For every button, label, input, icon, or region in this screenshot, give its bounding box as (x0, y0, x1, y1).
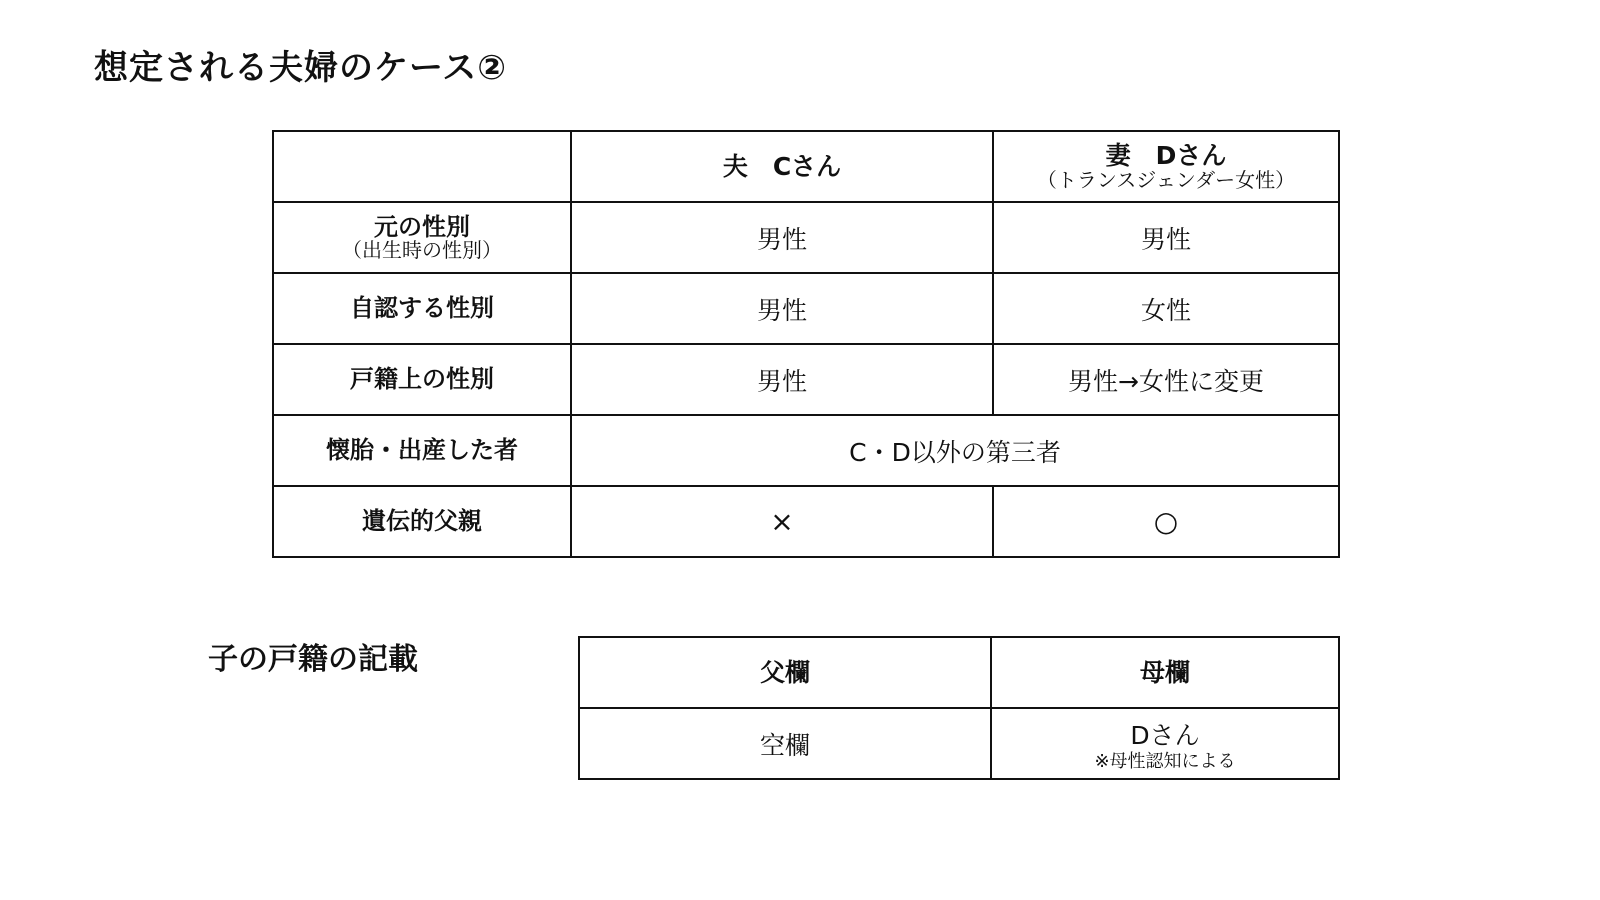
registry-mother-cell (991, 708, 1339, 779)
header-husband (571, 131, 993, 202)
cell-wife-original-sex: 男性 (993, 202, 1339, 273)
cell-husband-self-identified-sex: 男性 (571, 273, 993, 344)
table-row (273, 273, 1339, 344)
cell-husband-registry-sex: 男性 (571, 344, 993, 415)
cell-husband-original-sex: 男性 (571, 202, 993, 273)
header-wife-note: （トランスジェンダー女性） (1036, 167, 1296, 192)
registry-value-row (579, 708, 1339, 779)
registry-mother-header: 母欄 (991, 637, 1339, 708)
row-label-note: （出生時の性別） (342, 238, 502, 263)
header-wife (993, 131, 1339, 202)
registry-section-title: 子の戸籍の記載 (208, 642, 418, 677)
registry-father-value: 空欄 (579, 708, 991, 779)
cell-wife-genetic-father: ○ (993, 486, 1339, 557)
header-wife-label: 妻 Dさん (1105, 141, 1227, 171)
table-row (273, 344, 1339, 415)
row-label-original-sex (273, 202, 571, 273)
row-label-self-identified-sex: 自認する性別 (273, 273, 571, 344)
row-label-registry-sex: 戸籍上の性別 (273, 344, 571, 415)
cell-wife-registry-sex: 男性→女性に変更 (993, 344, 1339, 415)
table-row (273, 202, 1339, 273)
slide-title: 想定される夫婦のケース② (94, 48, 508, 88)
header-empty-cell (273, 131, 571, 202)
couple-attributes-table (272, 130, 1340, 558)
cell-husband-genetic-father: × (571, 486, 993, 557)
table-header-row (273, 131, 1339, 202)
registry-header-row (579, 637, 1339, 708)
cell-wife-self-identified-sex: 女性 (993, 273, 1339, 344)
row-label-birth-mother: 懐胎・出産した者 (273, 415, 571, 486)
cell-birth-mother-merged: C・D以外の第三者 (571, 415, 1339, 486)
child-registry-table (578, 636, 1340, 780)
registry-father-header: 父欄 (579, 637, 991, 708)
registry-mother-value: Dさん (1130, 720, 1200, 750)
table-row (273, 486, 1339, 557)
registry-mother-note: ※母性認知による (1094, 750, 1236, 772)
row-label-genetic-father: 遺伝的父親 (273, 486, 571, 557)
header-husband-label: 夫 Cさん (722, 151, 842, 181)
row-label-text: 元の性別 (374, 212, 470, 241)
table-row (273, 415, 1339, 486)
